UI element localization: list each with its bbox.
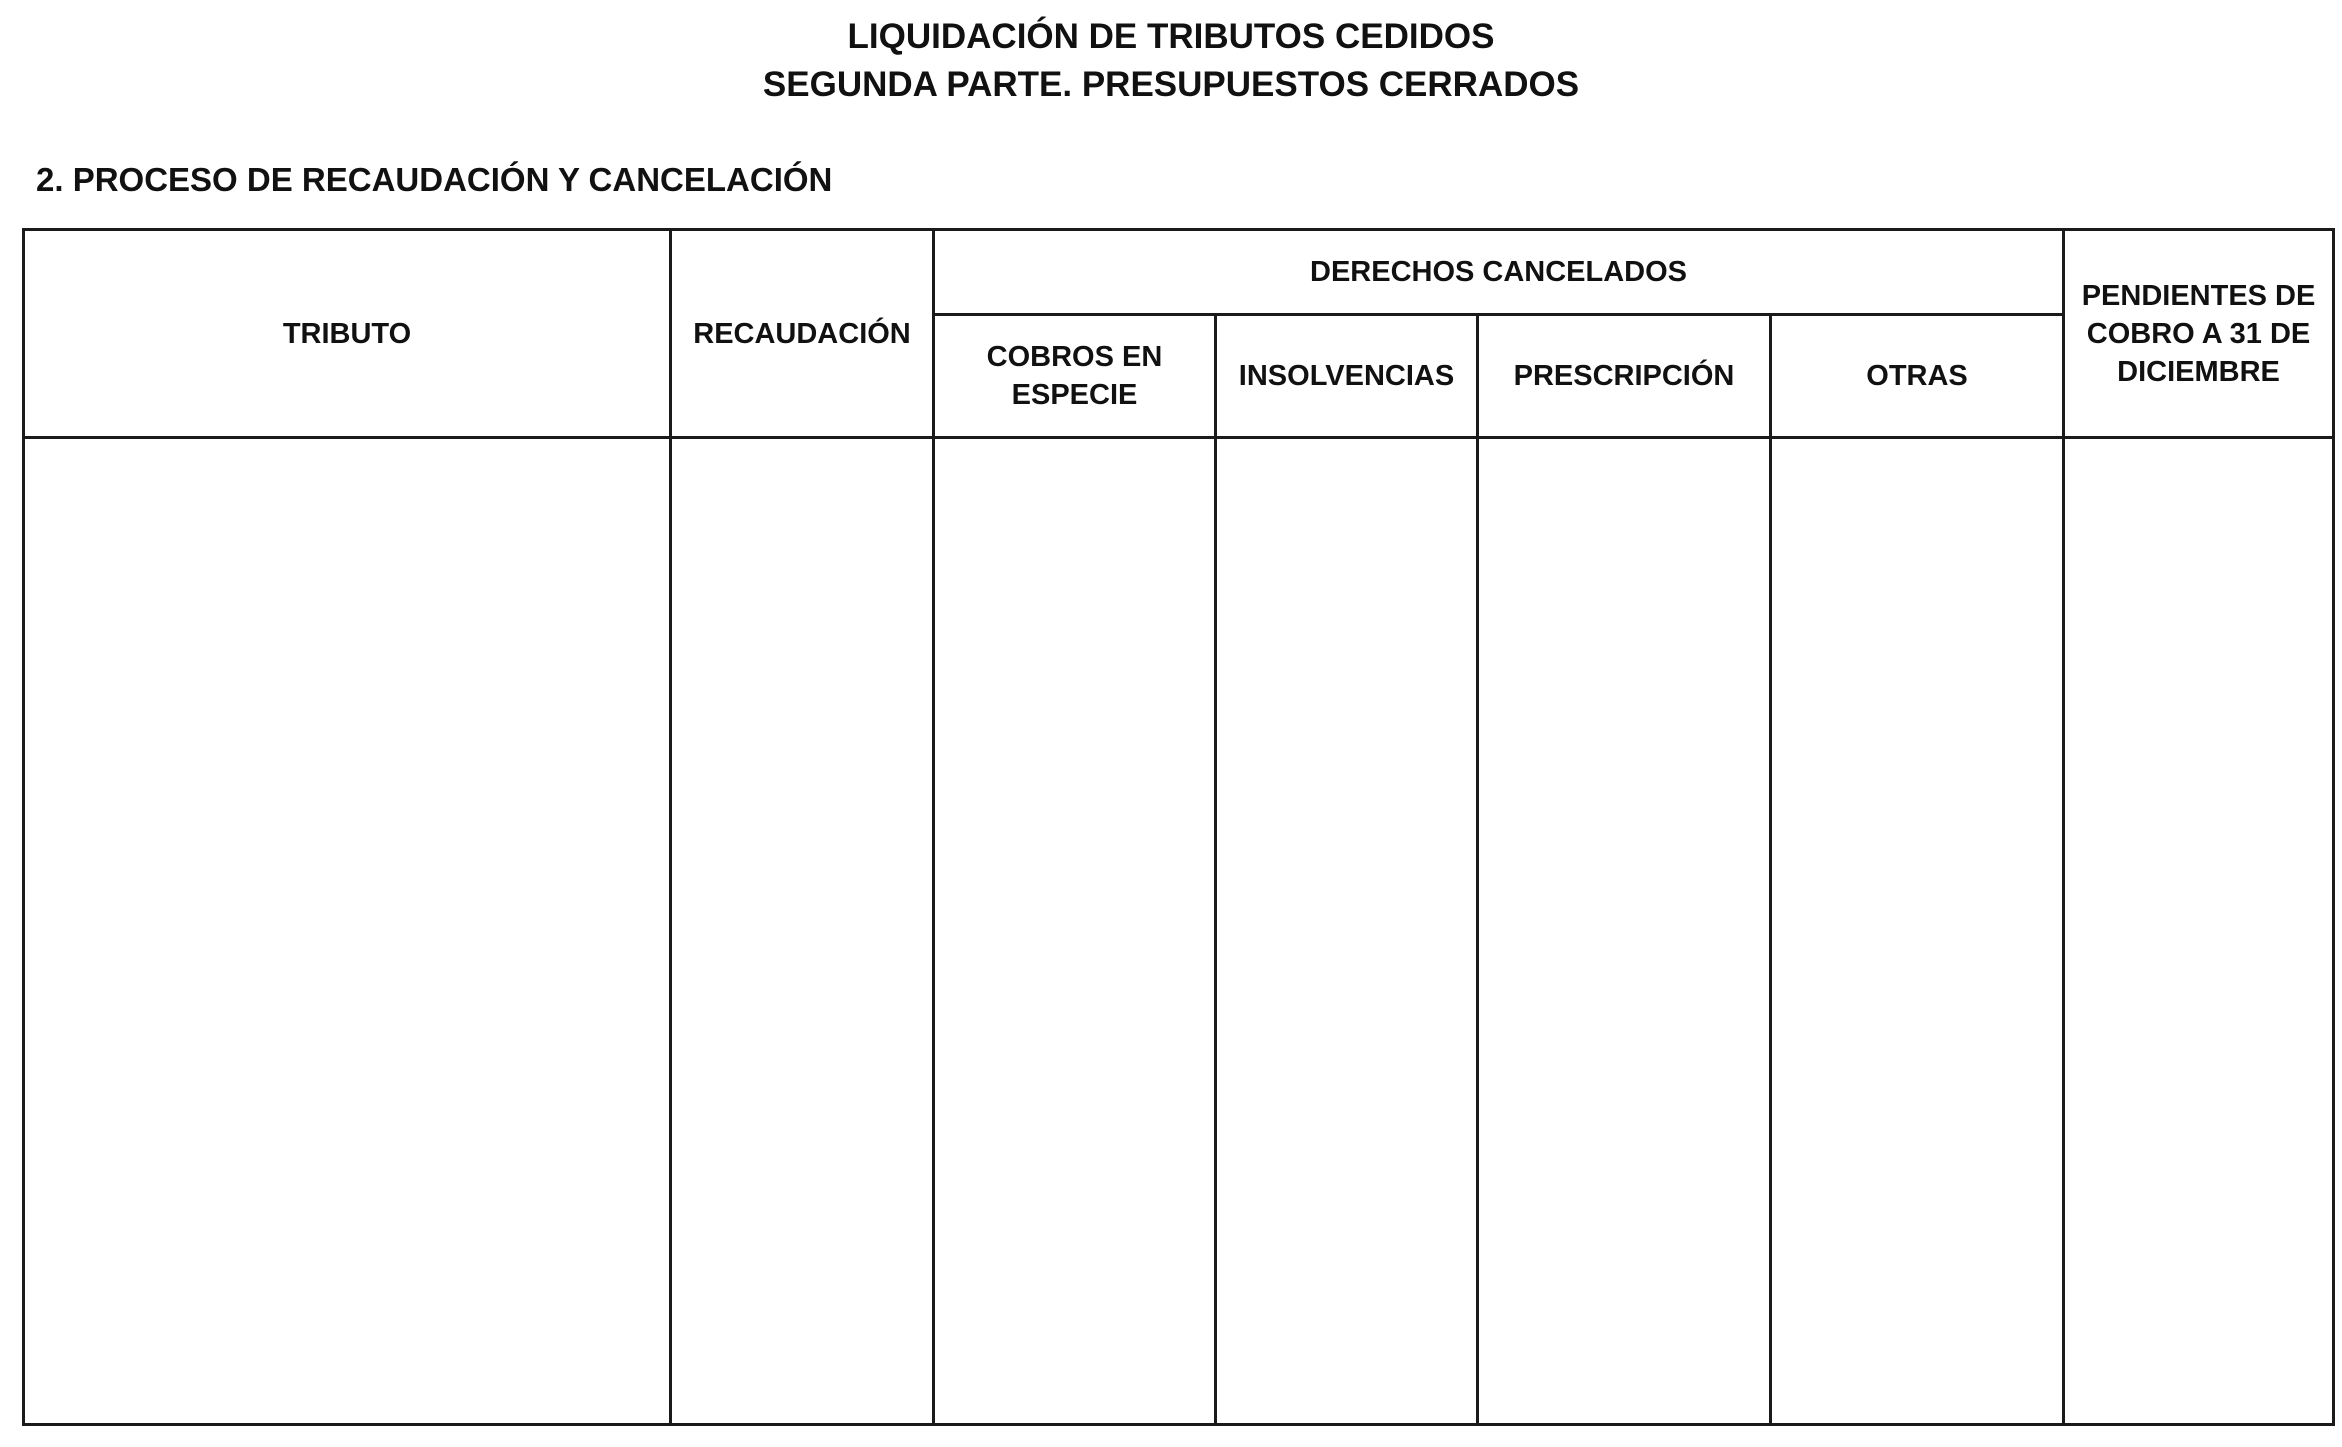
- table-row: [24, 438, 2334, 1425]
- header-recaudacion: RECAUDACIÓN: [671, 230, 934, 438]
- header-insolvencias: INSOLVENCIAS: [1216, 315, 1478, 438]
- document-title-line-2: SEGUNDA PARTE. PRESUPUESTOS CERRADOS: [762, 65, 1580, 104]
- header-otras: OTRAS: [1771, 315, 2064, 438]
- document-title-line-1: LIQUIDACIÓN DE TRIBUTOS CEDIDOS: [847, 17, 1495, 56]
- header-derechos-cancelados: DERECHOS CANCELADOS: [934, 230, 2064, 315]
- table-body: [24, 438, 2334, 1425]
- table-header: [24, 230, 2334, 438]
- section-heading: 2. PROCESO DE RECAUDACIÓN Y CANCELACIÓN: [36, 161, 833, 198]
- header-prescripcion: PRESCRIPCIÓN: [1478, 315, 1771, 438]
- header-cobros-en-especie: COBROS EN ESPECIE: [934, 315, 1216, 438]
- header-pendientes-de-cobro: PENDIENTES DE COBRO A 31 DE DICIEMBRE: [2064, 230, 2334, 438]
- cell-otras: [1771, 438, 2064, 1425]
- header-tributo: TRIBUTO: [24, 230, 671, 438]
- header-row-group: [24, 230, 2334, 315]
- cell-tributo: [24, 438, 671, 1425]
- cell-cobros-en-especie: [934, 438, 1216, 1425]
- cell-recaudacion: [671, 438, 934, 1425]
- cell-pendientes: [2064, 438, 2334, 1425]
- cell-prescripcion: [1478, 438, 1771, 1425]
- cell-insolvencias: [1216, 438, 1478, 1425]
- collection-cancellation-table: [22, 228, 2335, 1426]
